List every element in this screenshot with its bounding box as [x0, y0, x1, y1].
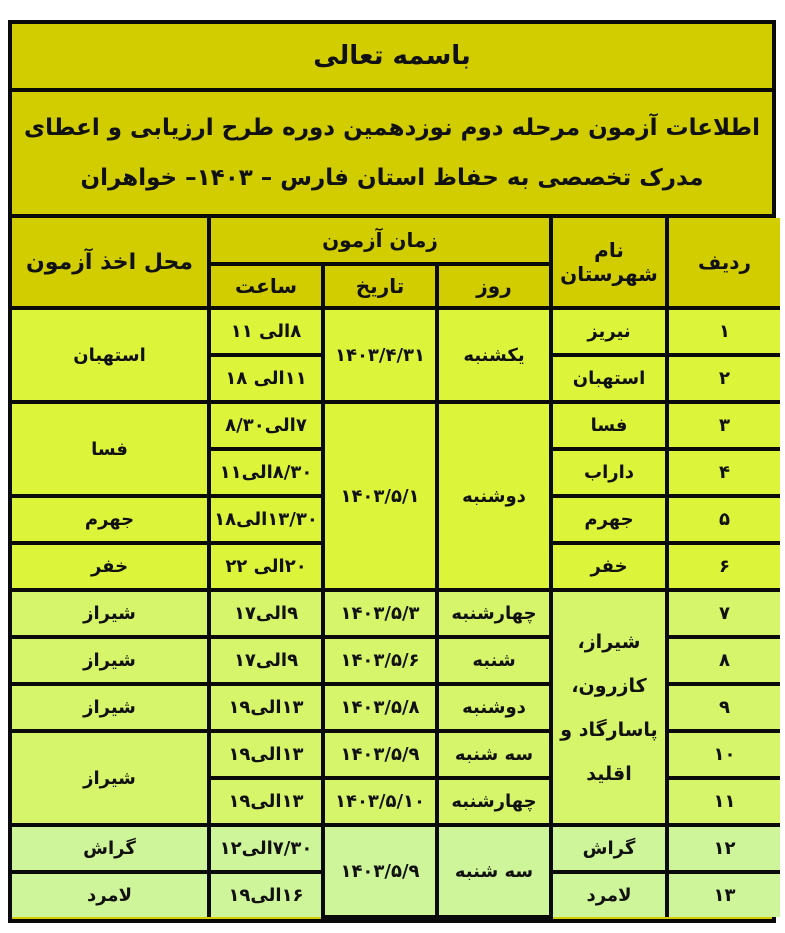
- day-cell: چهارشنبه: [437, 778, 551, 825]
- location-cell: شیراز: [12, 731, 209, 825]
- date-cell: ۱۴۰۳/۵/۶: [323, 637, 437, 684]
- row-number: ۱۲: [667, 825, 780, 872]
- city-cell: استهبان: [551, 355, 667, 402]
- city-group-line: کازرون،: [571, 674, 647, 697]
- location-cell: خفر: [12, 543, 209, 590]
- col-header-date: تاریخ: [323, 264, 437, 308]
- row-number: ۹: [667, 684, 780, 731]
- row-number: ۸: [667, 637, 780, 684]
- row-number: ۲: [667, 355, 780, 402]
- hour-cell: ۸الی ۱۱: [209, 308, 323, 355]
- date-cell: ۱۴۰۳/۵/۱۰: [323, 778, 437, 825]
- city-cell: گراش: [551, 825, 667, 872]
- city-cell: داراب: [551, 449, 667, 496]
- city-group-line: پاسارگاد و: [560, 718, 658, 741]
- hour-cell: ۲۰الی ۲۲: [209, 543, 323, 590]
- table-row: [12, 590, 780, 637]
- hour-cell: ۷الی۸/۳۰: [209, 402, 323, 449]
- hour-cell: ۱۳/۳۰الی۱۸: [209, 496, 323, 543]
- location-cell: شیراز: [12, 590, 209, 637]
- row-number: ۱۱: [667, 778, 780, 825]
- location-cell: استهبان: [12, 308, 209, 402]
- table-row: [12, 308, 780, 355]
- day-cell: سه شنبه: [437, 731, 551, 778]
- document-subtitle: [12, 92, 772, 218]
- city-cell: جهرم: [551, 496, 667, 543]
- row-number: ۱۳: [667, 872, 780, 917]
- col-header-exam-time: زمان آزمون: [209, 218, 551, 264]
- col-header-location: محل اخذ آزمون: [12, 218, 209, 308]
- day-cell: سه شنبه: [437, 825, 551, 917]
- subtitle-line-2: مدرک تخصصی به حفاظ استان فارس – ۱۴۰۳– خواهران: [80, 165, 704, 191]
- hour-cell: ۱۳الی۱۹: [209, 778, 323, 825]
- hour-cell: ۱۳الی۱۹: [209, 731, 323, 778]
- exam-schedule-document: [8, 20, 776, 923]
- city-group-line: شیراز،: [577, 630, 641, 653]
- location-cell: جهرم: [12, 496, 209, 543]
- day-cell: چهارشنبه: [437, 590, 551, 637]
- date-cell: ۱۴۰۳/۵/۱: [323, 402, 437, 590]
- hour-cell: ۹الی۱۷: [209, 637, 323, 684]
- city-cell: نیریز: [551, 308, 667, 355]
- day-cell: شنبه: [437, 637, 551, 684]
- hour-cell: ۸/۳۰الی۱۱: [209, 449, 323, 496]
- date-cell: ۱۴۰۳/۵/۹: [323, 825, 437, 917]
- row-number: ۳: [667, 402, 780, 449]
- location-cell: گراش: [12, 825, 209, 872]
- row-number: ۱۰: [667, 731, 780, 778]
- date-cell: ۱۴۰۳/۴/۳۱: [323, 308, 437, 402]
- day-cell: یکشنبه: [437, 308, 551, 402]
- col-header-city: نام شهرستان: [551, 218, 667, 308]
- city-cell: لامرد: [551, 872, 667, 917]
- hour-cell: ۹الی۱۷: [209, 590, 323, 637]
- city-group-line: اقلید: [586, 762, 632, 785]
- city-cell: فسا: [551, 402, 667, 449]
- table-row: [12, 825, 780, 872]
- row-number: ۴: [667, 449, 780, 496]
- city-group-cell: [551, 590, 667, 825]
- row-number: ۵: [667, 496, 780, 543]
- location-cell: شیراز: [12, 637, 209, 684]
- subtitle-line-1: اطلاعات آزمون مرحله دوم نوزدهمین دوره طرح ارزیابی و اعطای: [24, 115, 760, 141]
- hour-cell: ۱۳الی۱۹: [209, 684, 323, 731]
- row-number: ۷: [667, 590, 780, 637]
- document-title: باسمه تعالی: [12, 24, 772, 92]
- day-cell: دوشنبه: [437, 684, 551, 731]
- location-cell: لامرد: [12, 872, 209, 917]
- date-cell: ۱۴۰۳/۵/۳: [323, 590, 437, 637]
- location-cell: شیراز: [12, 684, 209, 731]
- location-cell: فسا: [12, 402, 209, 496]
- date-cell: ۱۴۰۳/۵/۹: [323, 731, 437, 778]
- col-header-row-no: ردیف: [667, 218, 780, 308]
- hour-cell: ۱۶الی۱۹: [209, 872, 323, 917]
- city-cell: خفر: [551, 543, 667, 590]
- date-cell: ۱۴۰۳/۵/۸: [323, 684, 437, 731]
- hour-cell: ۱۱الی ۱۸: [209, 355, 323, 402]
- row-number: ۶: [667, 543, 780, 590]
- col-header-day: روز: [437, 264, 551, 308]
- exam-schedule-table: [12, 218, 780, 919]
- table-row: [12, 402, 780, 449]
- row-number: ۱: [667, 308, 780, 355]
- col-header-hour: ساعت: [209, 264, 323, 308]
- day-cell: دوشنبه: [437, 402, 551, 590]
- hour-cell: ۷/۳۰الی۱۲: [209, 825, 323, 872]
